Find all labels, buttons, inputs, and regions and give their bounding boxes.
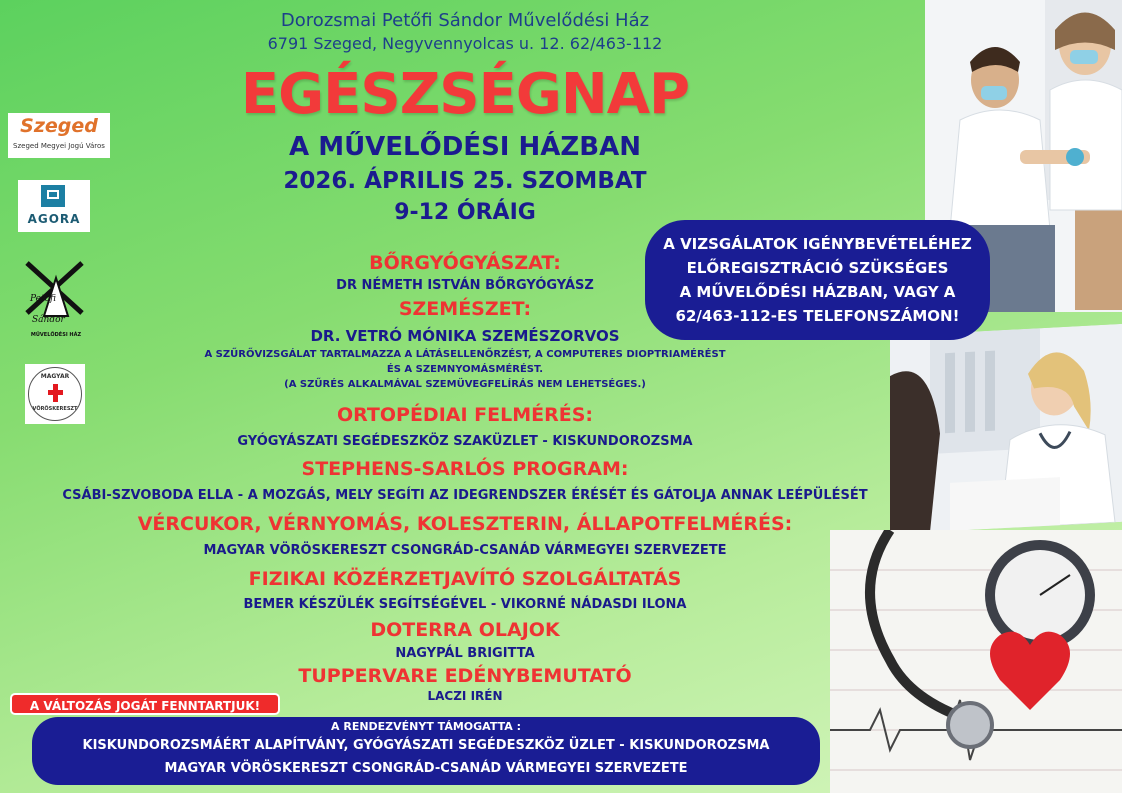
- disclaimer-badge: A VÁLTOZÁS JOGÁT FENNTARTJUK!: [10, 693, 280, 715]
- registration-line-2: ELŐREGISZTRÁCIÓ SZÜKSÉGES: [686, 259, 949, 277]
- szemeszet-person: DR. VETRÓ MÓNIKA SZEMÉSZORVOS: [310, 327, 620, 345]
- szemeszet-title: SZEMÉSZET:: [398, 298, 532, 320]
- red-cross-bottom-text: VÖRÖSKERESZT: [32, 406, 78, 412]
- registration-line-3: A MŰVELŐDÉSI HÁZBAN, VAGY A: [679, 283, 956, 301]
- fizikai-person: BEMER KÉSZÜLÉK SEGÍTSÉGÉVEL - VIKORNÉ NÁDASDI ILONA: [243, 597, 687, 612]
- org-name: Dorozsmai Petőfi Sándor Művelődési Ház: [280, 10, 650, 31]
- szemeszet-note-1: A SZŰRŐVIZSGÁLAT TARTALMAZZA A LÁTÁSELLENŐRZÉST, A COMPUTERES DIOPTRIAMÉRÉST: [204, 349, 726, 360]
- doterra-title: DOTERRA OLAJOK: [370, 619, 560, 641]
- vercukor-title: VÉRCUKOR, VÉRNYOMÁS, KOLESZTERIN, ÁLLAPOTFELMÉRÉS:: [137, 513, 793, 535]
- tupperware-title: TUPPERVARE EDÉNYBEMUTATÓ: [298, 665, 632, 687]
- red-cross-top-text: MAGYAR: [40, 373, 70, 380]
- sponsors-label: A RENDEZVÉNYT TÁMOGATTA :: [331, 720, 521, 733]
- event-date: 2026. ÁPRILIS 25. SZOMBAT: [283, 168, 647, 194]
- ortopedia-title: ORTOPÉDIAI FELMÉRÉS:: [336, 404, 594, 426]
- registration-line-1: A VIZSGÁLATOK IGÉNYBEVÉTELÉHEZ: [663, 235, 972, 253]
- org-address: 6791 Szeged, Negyvennyolcas u. 12. 62/463-112: [267, 34, 663, 53]
- event-time: 9-12 ÓRÁIG: [394, 200, 536, 225]
- petofi-logo-line1: Petőfi: [30, 294, 57, 304]
- szemeszet-note-2: ÉS A SZEMNYOMÁSMÉRÉST.: [386, 364, 544, 375]
- poster-title: EGÉSZSÉGNAP: [240, 62, 690, 127]
- fizikai-title: FIZIKAI KÖZÉRZETJAVÍTÓ SZOLGÁLTATÁS: [248, 568, 682, 590]
- stephens-title: STEPHENS-SARLÓS PROGRAM:: [301, 458, 629, 480]
- szeged-logo-word: Szeged: [20, 115, 98, 137]
- petofi-logo-line2: Sándor: [32, 315, 65, 325]
- tupperware-person: LACZI IRÉN: [427, 689, 503, 703]
- agora-logo-text: AGORA: [27, 212, 81, 226]
- sponsors-box: [32, 717, 820, 785]
- szeged-logo-caption: Szeged Megyei Jogú Város: [13, 142, 105, 150]
- ortopedia-person: GYÓGYÁSZATI SEGÉDESZKÖZ SZAKÜZLET - KISKUNDOROZSMA: [237, 434, 693, 449]
- sponsors-line-2: MAGYAR VÖRÖSKERESZT CSONGRÁD-CSANÁD VÁRMEGYEI SZERVEZETE: [164, 761, 688, 776]
- borgyogyaszat-person: DR NÉMETH ISTVÁN BŐRGYÓGYÁSZ: [336, 278, 594, 293]
- sponsors-line-1: KISKUNDOROZSMÁÉRT ALAPÍTVÁNY, GYÓGYÁSZATI SEGÉDESZKÖZ ÜZLET - KISKUNDOROZSMA: [82, 738, 770, 753]
- vercukor-person: MAGYAR VÖRÖSKERESZT CSONGRÁD-CSANÁD VÁRMEGYEI SZERVEZETE: [203, 543, 727, 558]
- registration-line-4: 62/463-112-ES TELEFONSZÁMON!: [675, 307, 960, 325]
- petofi-logo-caption: MŰVELŐDÉSI HÁZ: [30, 332, 82, 338]
- borgyogyaszat-title: BŐRGYÓGYÁSZAT:: [369, 252, 561, 274]
- stephens-person: CSÁBI-SZVOBODA ELLA - A MOZGÁS, MELY SEGÍTI AZ IDEGRENDSZER ÉRÉSÉT ÉS GÁTOLJA ANNAK LEÉPÜLÉSÉT: [62, 488, 868, 503]
- szemeszet-note-3: (A SZŰRÉS ALKALMÁVAL SZEMÜVEGFELÍRÁS NEM LEHETSÉGES.): [284, 379, 646, 390]
- doterra-person: NAGYPÁL BRIGITTA: [395, 646, 535, 661]
- poster-subtitle: A MŰVELŐDÉSI HÁZBAN: [289, 132, 641, 162]
